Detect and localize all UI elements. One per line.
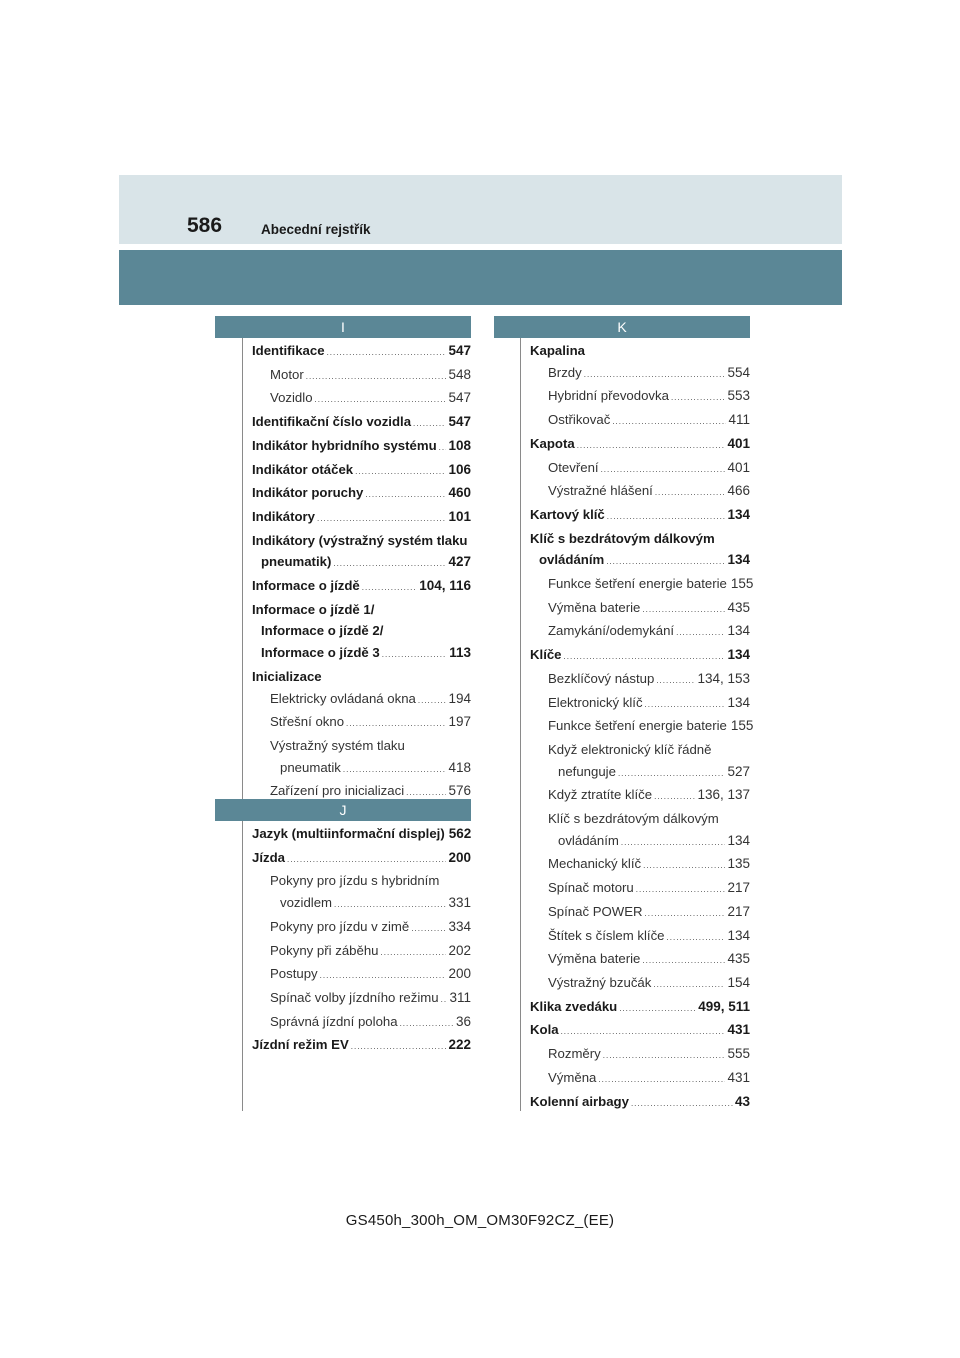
index-entry-term: Jazyk (multiinformační displej)	[252, 826, 445, 841]
index-entry	[252, 892, 471, 916]
index-entry-page[interactable]: 200	[448, 849, 471, 865]
index-entry-term: Rozměry	[548, 1046, 601, 1062]
index-entry	[252, 482, 471, 506]
index-entry	[530, 1019, 750, 1043]
dot-leader	[381, 942, 447, 964]
dot-leader	[643, 855, 725, 877]
index-entry-term: Výměna	[548, 1069, 597, 1085]
index-entry	[252, 847, 471, 871]
index-entry-term: Správná jízdní poloha	[270, 1013, 398, 1029]
page-title: Abecední rejstřík	[261, 222, 371, 237]
index-entry-page[interactable]: 311	[449, 989, 471, 1005]
index-entry-page[interactable]: 104, 116	[419, 578, 471, 594]
index-entry-page[interactable]: 427	[448, 554, 471, 570]
index-entry-term: Bezklíčový nástup	[548, 670, 655, 686]
dot-leader	[343, 759, 447, 781]
index-entry	[252, 940, 471, 964]
index-entry-page[interactable]: 197	[448, 714, 471, 730]
index-entry-page[interactable]: 554	[727, 364, 750, 380]
header-accent-band	[119, 250, 842, 305]
index-entry-page[interactable]: 36	[455, 1013, 471, 1029]
index-entry-term: Výstražný bzučák	[548, 974, 652, 990]
dot-leader	[564, 646, 726, 668]
index-entry-term: Kolenní airbagy	[530, 1093, 629, 1109]
index-entry	[530, 385, 750, 409]
index-entry	[530, 433, 750, 457]
index-entry	[530, 597, 750, 621]
index-entry-term: Informace o jízdě 3	[261, 645, 380, 661]
dot-leader	[598, 1069, 725, 1091]
dot-leader	[317, 508, 446, 530]
index-entry-term: Indikátory (výstražný systém tlaku	[252, 532, 468, 548]
dot-leader	[400, 1013, 454, 1035]
index-entry-page[interactable]: 134	[727, 832, 750, 848]
index-entry-term: Ostřikovač	[548, 412, 611, 428]
index-entry	[530, 1043, 750, 1067]
dot-leader	[607, 506, 726, 528]
index-entry-page[interactable]: 108	[448, 437, 471, 453]
index-entry-term: pneumatik	[280, 759, 341, 775]
index-entry-term: Funkce šetření energie baterie	[548, 718, 727, 734]
dot-leader	[441, 989, 448, 1011]
dot-leader	[671, 387, 726, 409]
dot-leader	[287, 849, 446, 871]
index-entry	[530, 715, 754, 739]
index-entry-page[interactable]: 134	[727, 694, 750, 710]
index-entry-page[interactable]: 548	[448, 366, 471, 382]
index-entry-term: Indikátor hybridního systému	[252, 437, 437, 453]
index-entry	[530, 409, 750, 433]
dot-leader	[603, 1045, 726, 1067]
index-entry-page[interactable]: 401	[727, 459, 750, 475]
index-entry-page[interactable]: 134	[727, 623, 750, 639]
index-entry-page[interactable]: 555	[727, 1046, 750, 1062]
index-entry	[252, 340, 471, 364]
letter-heading-i: I	[215, 316, 471, 338]
page-number: 586	[187, 214, 223, 237]
index-entry	[252, 642, 471, 666]
dot-leader	[320, 965, 447, 987]
dot-leader	[676, 622, 725, 644]
index-entry	[252, 530, 471, 552]
index-entry-page[interactable]: 553	[727, 388, 750, 404]
index-entry-page[interactable]: 134	[727, 506, 750, 522]
index-entry	[252, 387, 471, 411]
index-entry	[530, 1091, 750, 1115]
index-column-i	[252, 340, 471, 804]
index-entry	[530, 362, 750, 386]
index-entry	[530, 808, 750, 830]
index-entry-term: Pokyny pro jízdu v zimě	[270, 918, 410, 934]
index-entry	[530, 620, 750, 644]
dot-leader	[621, 832, 726, 854]
index-entry	[530, 830, 750, 854]
index-entry	[530, 340, 750, 362]
index-entry	[252, 757, 471, 781]
index-entry	[252, 575, 471, 599]
dot-leader	[315, 389, 447, 411]
index-entry	[252, 364, 471, 388]
dot-leader	[667, 927, 726, 949]
dot-leader	[653, 974, 725, 996]
index-entry-term: vozidlem	[280, 895, 333, 911]
index-entry-page[interactable]: 217	[727, 880, 750, 896]
index-entry-term: Brzdy	[548, 364, 582, 380]
index-entry-term: Postupy	[270, 966, 318, 982]
dot-leader	[645, 903, 726, 925]
index-entry	[530, 853, 750, 877]
index-entry-term: Kartový klíč	[530, 506, 605, 522]
right-column-rule	[520, 318, 521, 1111]
index-column-k	[530, 340, 754, 1114]
dot-leader	[642, 599, 725, 621]
index-entry-term: Identifikační číslo vozidla	[252, 414, 412, 430]
index-entry-term: Kola	[530, 1022, 559, 1038]
dot-leader	[618, 763, 726, 785]
index-entry-term: Klíče	[530, 647, 562, 663]
index-entry-page[interactable]: 154	[727, 974, 750, 990]
index-entry-term: Klika zvedáku	[530, 998, 618, 1014]
index-entry-page[interactable]: 106	[448, 461, 471, 477]
index-entry-term: ovládáním	[539, 552, 605, 568]
index-entry-term: Když ztratíte klíče	[548, 787, 653, 803]
index-entry-term: Elektronický klíč	[548, 694, 643, 710]
dot-leader	[584, 364, 726, 386]
index-entry-page[interactable]: 136, 137	[697, 787, 750, 803]
index-entry-term: Informace o jízdě	[252, 578, 360, 594]
index-entry-page[interactable]: 418	[448, 759, 471, 775]
index-entry-term: Spínač motoru	[548, 880, 634, 896]
index-entry-term: Střešní okno	[270, 714, 345, 730]
dot-leader	[645, 694, 726, 716]
index-entry-page[interactable]: 411	[728, 412, 750, 428]
dot-leader	[362, 577, 417, 599]
index-entry-term: Výměna baterie	[548, 599, 641, 615]
index-entry-page[interactable]: 222	[448, 1037, 471, 1053]
index-entry	[530, 1067, 750, 1091]
index-entry	[530, 457, 750, 481]
dot-leader	[327, 342, 447, 364]
index-entry	[252, 688, 471, 712]
dot-leader	[333, 553, 446, 575]
index-entry-term: Zařízení pro inicializaci	[270, 783, 405, 799]
dot-leader	[612, 411, 726, 433]
index-entry-page[interactable]: 547	[448, 390, 471, 406]
dot-leader	[413, 413, 446, 435]
dot-leader	[355, 461, 446, 483]
header-band	[119, 175, 842, 244]
index-entry-term: Indikátory	[252, 508, 316, 524]
index-entry-term: Identifikace	[252, 343, 325, 358]
index-entry	[530, 925, 750, 949]
dot-leader	[606, 551, 725, 573]
left-column-rule	[242, 318, 243, 1111]
index-column-j	[252, 823, 471, 1058]
index-entry-page[interactable]: 134	[727, 927, 750, 943]
index-entry-page[interactable]: 466	[727, 483, 750, 499]
index-entry-term: Vozidlo	[270, 390, 313, 406]
index-entry-page[interactable]: 101	[448, 508, 471, 524]
index-entry-page[interactable]: 155	[730, 576, 754, 592]
index-entry-term: Indikátor otáček	[252, 461, 354, 477]
index-entry	[530, 644, 750, 668]
index-entry	[530, 504, 750, 528]
index-entry-term: Elektricky ovládaná okna	[270, 690, 416, 706]
index-entry	[530, 692, 750, 716]
index-entry-page[interactable]: 499, 511	[698, 998, 750, 1014]
index-entry-page[interactable]: 200	[448, 966, 471, 982]
index-entry-page[interactable]: 43	[734, 1093, 750, 1109]
index-entry-page[interactable]: 562	[448, 826, 472, 841]
index-entry	[530, 528, 750, 550]
index-entry	[252, 963, 471, 987]
index-entry	[252, 435, 471, 459]
dot-leader	[656, 670, 695, 692]
index-entry	[252, 620, 471, 642]
index-entry-term: Informace o jízdě 2/	[261, 623, 384, 639]
index-entry-term: Zamykání/odemykání	[548, 623, 675, 639]
index-entry-term: Funkce šetření energie baterie	[548, 576, 727, 592]
index-entry	[530, 901, 750, 925]
index-entry-page[interactable]: 435	[727, 951, 750, 967]
index-entry-page[interactable]: 547	[448, 414, 471, 430]
index-entry-page[interactable]: 431	[727, 1069, 750, 1085]
dot-leader	[636, 879, 726, 901]
dot-leader	[334, 894, 446, 916]
index-entry	[530, 784, 750, 808]
dot-leader	[619, 998, 696, 1020]
dot-leader	[439, 437, 447, 459]
index-entry	[252, 735, 471, 757]
index-entry-page[interactable]: 217	[727, 903, 750, 919]
index-entry	[252, 411, 471, 435]
index-entry	[252, 599, 471, 621]
index-entry	[252, 870, 471, 892]
index-entry-page[interactable]: 576	[448, 783, 471, 799]
dot-leader	[346, 713, 446, 735]
index-entry-page[interactable]: 435	[727, 599, 750, 615]
index-entry-term: Výstražný systém tlaku	[270, 737, 405, 753]
index-entry	[530, 996, 750, 1020]
index-entry	[252, 1034, 471, 1058]
index-entry-term: Štítek s číslem klíče	[548, 927, 665, 943]
index-entry-term: ovládáním	[558, 832, 619, 848]
index-entry-term: Spínač volby jízdního režimu	[270, 989, 439, 1005]
index-entry-term: Jízda	[252, 849, 285, 865]
index-entry	[530, 668, 750, 692]
index-entry-term: nefunguje	[558, 763, 616, 779]
index-entry	[252, 711, 471, 735]
index-entry-page[interactable]: 134, 153	[697, 670, 750, 686]
index-entry	[530, 573, 754, 597]
dot-leader	[306, 366, 447, 388]
dot-leader	[351, 1036, 447, 1058]
index-entry-page[interactable]: 401	[727, 435, 750, 451]
index-entry-page[interactable]: 134	[727, 552, 750, 568]
index-entry	[252, 916, 471, 940]
index-entry	[252, 666, 471, 688]
index-entry-term: Spínač POWER	[548, 903, 643, 919]
index-entry-page[interactable]: 194	[448, 690, 471, 706]
index-entry-term: Výměna baterie	[548, 951, 641, 967]
index-entry-term: Otevření	[548, 459, 599, 475]
index-entry	[252, 459, 471, 483]
dot-leader	[642, 950, 725, 972]
letter-heading-k: K	[494, 316, 750, 338]
dot-leader	[561, 1021, 726, 1043]
index-entry-page[interactable]: 202	[448, 942, 471, 958]
index-entry-page[interactable]: 135	[727, 856, 750, 872]
index-entry-term: Informace o jízdě 1/	[252, 601, 375, 617]
index-entry-term: Když elektronický klíč řádně	[548, 741, 712, 757]
index-entry-page[interactable]: 431	[727, 1022, 750, 1038]
index-entry	[530, 877, 750, 901]
index-entry-term: Kapalina	[530, 343, 585, 358]
index-entry	[530, 948, 750, 972]
dot-leader	[382, 644, 447, 666]
index-entry-page[interactable]: 155	[730, 718, 754, 734]
dot-leader	[654, 786, 695, 808]
index-entry-term: Klíč s bezdrátovým dálkovým	[548, 811, 719, 827]
index-entry-term: Pokyny při záběhu	[270, 942, 379, 958]
letter-heading-j: J	[215, 799, 471, 821]
index-entry	[530, 761, 750, 785]
dot-leader	[655, 482, 726, 504]
index-entry	[530, 549, 750, 573]
dot-leader	[411, 918, 446, 940]
index-entry-page[interactable]: 460	[448, 485, 471, 501]
index-entry-term: Inicializace	[252, 668, 322, 684]
index-entry-term: Výstražné hlášení	[548, 483, 653, 499]
index-entry	[530, 972, 750, 996]
dot-leader	[365, 484, 446, 506]
index-entry-page[interactable]: 113	[449, 645, 471, 661]
index-entry-page[interactable]: 134	[727, 647, 750, 663]
index-entry-term: Klíč s bezdrátovým dálkovým	[530, 530, 715, 546]
index-entry	[530, 480, 750, 504]
index-entry-term: Jízdní režim EV	[252, 1037, 349, 1053]
document-code: GS450h_300h_OM_OM30F92CZ_(EE)	[345, 1212, 615, 1229]
index-entry	[252, 506, 471, 530]
dot-leader	[631, 1093, 733, 1115]
index-entry	[252, 551, 471, 575]
index-entry-term: Kapota	[530, 435, 575, 451]
index-entry	[530, 739, 750, 761]
index-entry	[252, 1011, 471, 1035]
index-entry-term: Motor	[270, 366, 304, 382]
dot-leader	[601, 459, 726, 481]
index-entry-term: Mechanický klíč	[548, 856, 642, 872]
index-entry-page[interactable]: 527	[727, 763, 750, 779]
index-entry-term: Indikátor poruchy	[252, 485, 364, 501]
index-entry-page[interactable]: 334	[448, 918, 471, 934]
index-entry-page[interactable]: 331	[448, 895, 471, 911]
index-entry	[252, 823, 471, 847]
index-entry-term: pneumatik)	[261, 554, 332, 570]
index-entry-page[interactable]: 547	[448, 343, 471, 358]
index-entry-term: Pokyny pro jízdu s hybridním	[270, 873, 440, 889]
index-entry	[252, 987, 471, 1011]
dot-leader	[418, 690, 447, 712]
dot-leader	[577, 435, 726, 457]
index-entry-term: Hybridní převodovka	[548, 388, 669, 404]
